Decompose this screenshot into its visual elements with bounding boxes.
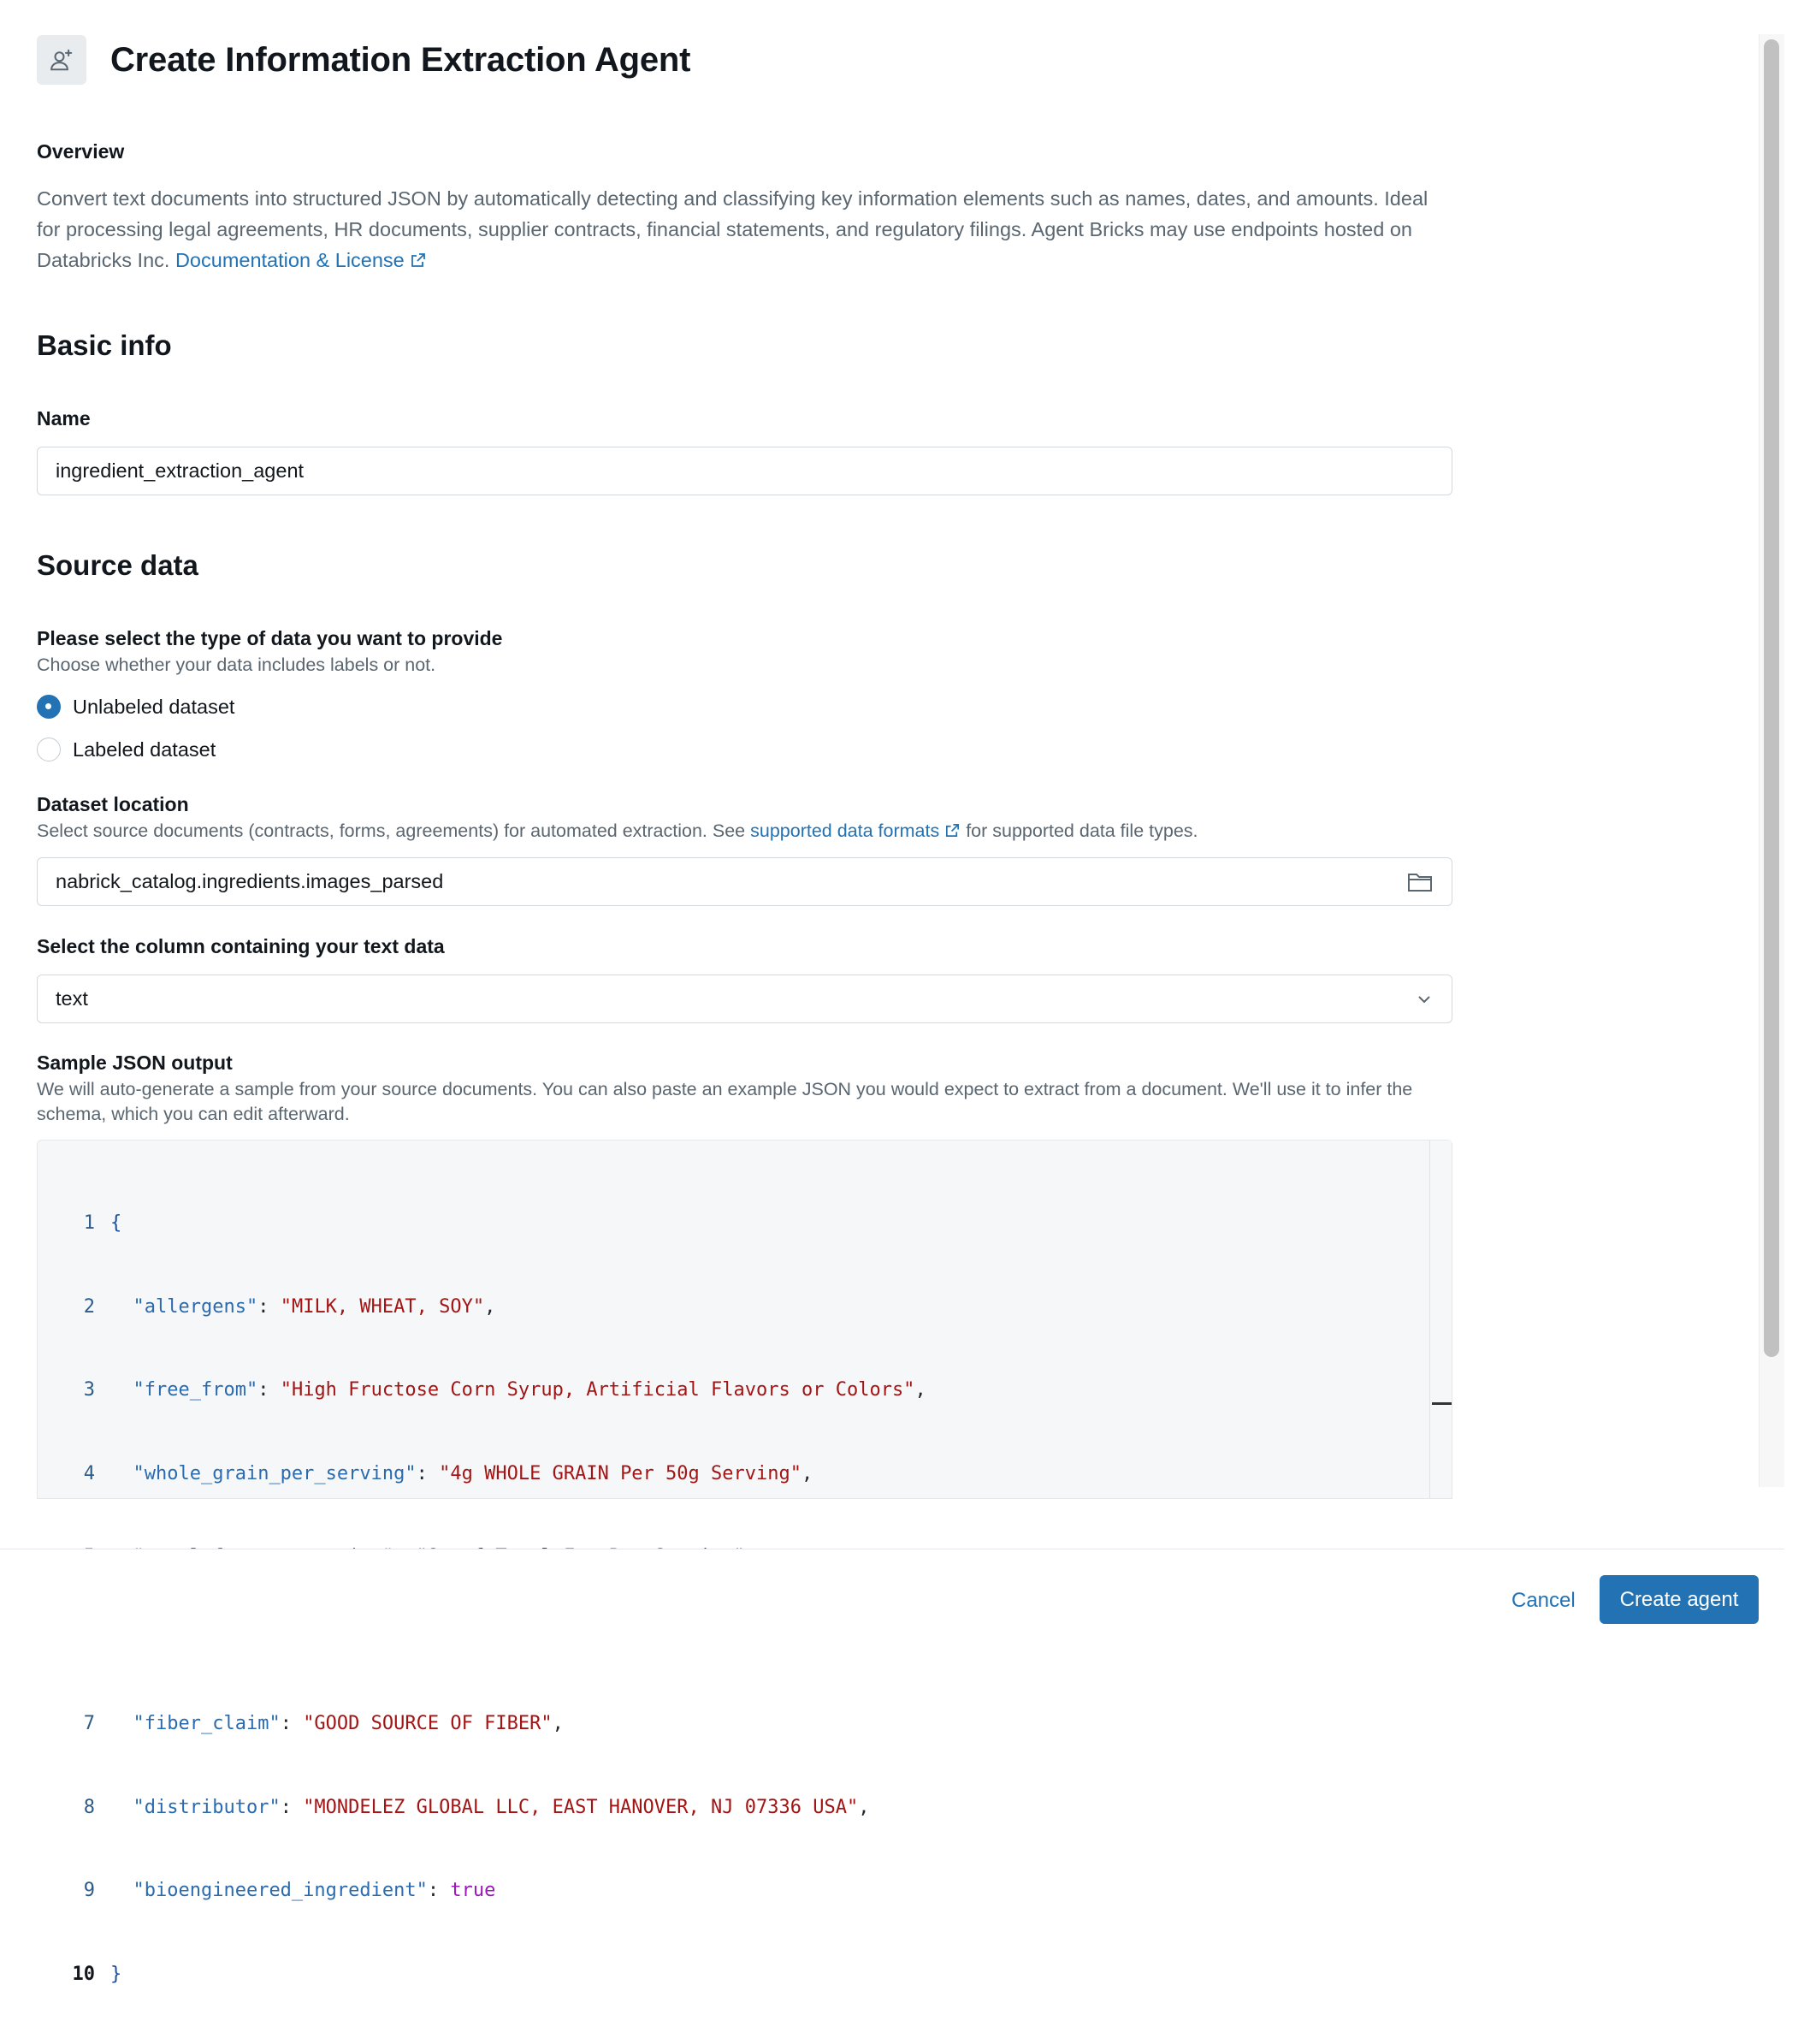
code-key: "whole_grain_per_serving" — [133, 1462, 417, 1484]
code-line — [38, 1794, 1431, 1822]
form-footer — [0, 1549, 1784, 1674]
code-comma: , — [858, 1796, 870, 1818]
code-key: "bioengineered_ingredient" — [133, 1880, 428, 1901]
name-label: Name — [37, 407, 91, 430]
code-colon: : — [257, 1295, 281, 1318]
code-comma: , — [801, 1462, 813, 1484]
text-column-label: Select the column containing your text data — [37, 935, 445, 957]
overview-text — [37, 183, 1457, 277]
code-colon: : — [416, 1462, 440, 1484]
source-data-title: Source data — [37, 549, 198, 581]
code-key: "fiber_claim" — [133, 1713, 281, 1734]
code-key: "allergens" — [133, 1295, 258, 1318]
code-line — [38, 1961, 1431, 1989]
code-colon: : — [257, 1379, 281, 1401]
external-link-icon — [410, 246, 427, 277]
code-editor-scrollbar[interactable] — [1429, 1140, 1452, 1498]
dataset-location-help-suffix: for supported data file types. — [961, 821, 1198, 841]
code-value: "MONDELEZ GLOBAL LLC, EAST HANOVER, NJ 07336 USA" — [303, 1796, 859, 1818]
sample-json-help: We will auto-generate a sample from your source documents. You can also paste an example JSON you would expect to extract from a document. We'll use it to infer the schema, which you can edit afterward. — [37, 1079, 1413, 1124]
code-value: true — [450, 1880, 496, 1901]
documentation-license-link[interactable] — [175, 249, 427, 271]
page-scrollbar-thumb[interactable] — [1764, 39, 1779, 1357]
code-comma: , — [914, 1379, 926, 1401]
external-link-icon — [944, 821, 961, 845]
line-number: 9 — [83, 1880, 95, 1901]
code-value: "High Fructose Corn Syrup, Artificial Flavors or Colors" — [280, 1379, 915, 1401]
code-line — [38, 1210, 1431, 1238]
radio-label-labeled: Labeled dataset — [73, 738, 216, 761]
data-type-label: Please select the type of data you want to provide — [37, 627, 503, 649]
line-number: 1 — [83, 1212, 95, 1234]
line-number: 8 — [83, 1796, 95, 1818]
basic-info-title: Basic info — [37, 329, 172, 361]
code-colon: : — [280, 1713, 304, 1734]
code-close-brace: } — [110, 1963, 122, 1985]
code-value: "4g WHOLE GRAIN Per 50g Serving" — [439, 1462, 801, 1484]
dataset-location-value: nabrick_catalog.ingredients.images_parsed — [56, 870, 444, 892]
code-line — [38, 1710, 1431, 1739]
code-comma: , — [552, 1713, 564, 1734]
json-code-editor[interactable] — [37, 1140, 1452, 1985]
radio-labeled-dataset[interactable] — [37, 735, 216, 764]
create-agent-button[interactable]: Create agent — [1600, 1575, 1759, 1624]
cancel-button[interactable]: Cancel — [1493, 1577, 1594, 1625]
radio-label-unlabeled: Unlabeled dataset — [73, 695, 235, 718]
dataset-location-help-prefix: Select source documents (contracts, forms, agreements) for automated extraction. See — [37, 821, 751, 841]
dataset-location-help — [37, 819, 1198, 845]
text-column-select-value: text — [56, 987, 88, 1010]
page-header — [37, 35, 690, 85]
dataset-location-label: Dataset location — [37, 793, 189, 815]
code-line — [38, 1877, 1431, 1905]
data-type-help: Choose whether your data includes labels or not. — [37, 655, 436, 675]
code-key: "distributor" — [133, 1796, 281, 1818]
page-title: Create Information Extraction Agent — [110, 40, 691, 79]
radio-button-unchecked[interactable] — [37, 738, 61, 761]
code-value: "GOOD SOURCE OF FIBER" — [303, 1713, 553, 1734]
code-line — [38, 1377, 1431, 1405]
page-scrollbar[interactable] — [1759, 34, 1784, 1487]
code-line — [38, 1294, 1431, 1322]
name-input[interactable] — [37, 447, 1452, 495]
line-number: 4 — [83, 1462, 95, 1484]
supported-data-formats-link[interactable] — [750, 821, 961, 841]
person-add-icon — [37, 35, 86, 85]
overview-label: Overview — [37, 140, 125, 163]
name-input-value: ingredient_extraction_agent — [56, 459, 305, 482]
text-column-select[interactable] — [37, 975, 1452, 1023]
sample-json-label: Sample JSON output — [37, 1052, 233, 1074]
code-comma: , — [484, 1295, 496, 1318]
documentation-license-link-label: Documentation & License — [174, 249, 405, 271]
overview-description: Convert text documents into structured JSON by automatically detecting and classifying key information elements such as names, dates, and amounts. Ideal for processing legal agreements, HR documents, supplier contracts, financial statements, and regulatory filings. Agent Bricks may use endpoints hosted on Databricks Inc. — [37, 187, 1428, 271]
line-number: 3 — [83, 1379, 95, 1401]
line-number: 2 — [83, 1295, 95, 1318]
code-colon: : — [280, 1796, 304, 1818]
line-number: 10 — [72, 1963, 95, 1985]
radio-unlabeled-dataset[interactable] — [37, 692, 234, 721]
radio-button-checked[interactable] — [37, 695, 61, 719]
supported-data-formats-link-label: supported data formats — [750, 821, 940, 841]
code-colon: : — [427, 1880, 451, 1901]
code-value: "MILK, WHEAT, SOY" — [280, 1295, 485, 1318]
folder-icon[interactable] — [1407, 871, 1433, 898]
line-number: 7 — [83, 1713, 95, 1734]
code-open-brace: { — [110, 1212, 122, 1234]
code-scrollbar-marker — [1432, 1402, 1452, 1405]
code-line — [38, 1460, 1431, 1489]
code-key: "free_from" — [133, 1379, 258, 1401]
dataset-location-input[interactable] — [37, 857, 1452, 906]
chevron-down-icon — [1416, 990, 1433, 1013]
